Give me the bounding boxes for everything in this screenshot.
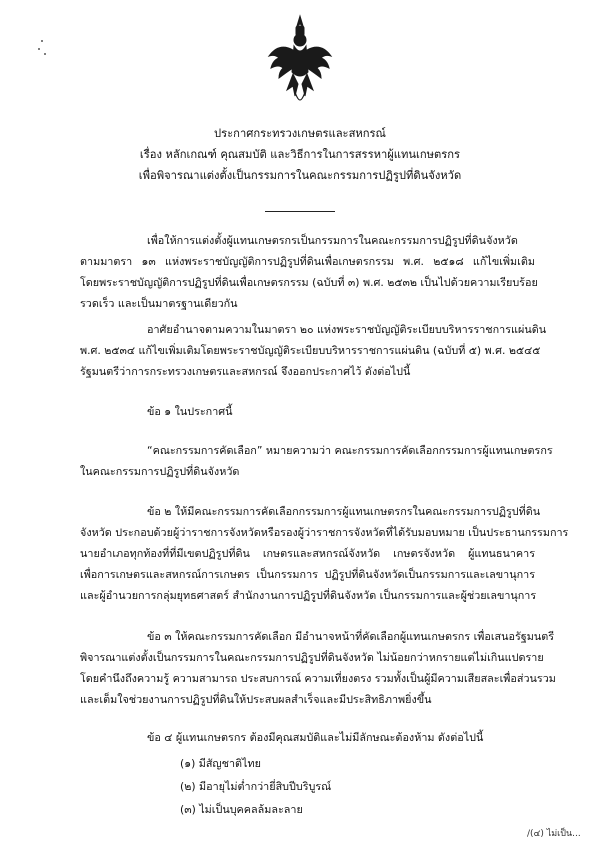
body-line: เพื่อการเกษตรและสหกรณ์การเกษตร เป็นกรรมการ ปฏิรูปที่ดินจังหวัดเป็นกรรมการและเลขานุการ (80, 568, 535, 581)
announcement-title: ประกาศกระทรวงเกษตรและสหกรณ์ (214, 127, 386, 140)
scan-speck (41, 40, 43, 42)
list-item: (๒) มีอายุไม่ต่ำกว่ายี่สิบปีบริบูรณ์ (180, 780, 332, 793)
body-line: ตามมาตรา ๑๓ แห่งพระราชบัญญัติการปฏิรูปที่ดินเพื่อเกษตรกรรม พ.ศ. ๒๕๑๘ แก้ไขเพิ่มเติม (80, 255, 535, 268)
body-line: ในคณะกรรมการปฏิรูปที่ดินจังหวัด (80, 465, 240, 478)
scan-speck (38, 48, 40, 50)
body-line: อาศัยอำนาจตามความในมาตรา ๒๐ แห่งพระราชบัญญัติระเบียบบริหารราชการแผ่นดิน (147, 323, 547, 336)
body-line: โดยคำนึงถึงความรู้ ความสามารถ ประสบการณ์ ความเที่ยงตรง รวมทั้งเป็นผู้มีความเสียสละเพื่อส่วนรวม (80, 672, 556, 685)
title-divider (265, 211, 335, 212)
announcement-subject-cont: เพื่อพิจารณาแต่งตั้งเป็นกรรมการในคณะกรรมการปฏิรูปที่ดินจังหวัด (138, 169, 462, 182)
clause-heading: ข้อ ๔ ผู้แทนเกษตรกร ต้องมีคุณสมบัติและไม่มีลักษณะต้องห้าม ดังต่อไปนี้ (147, 731, 484, 744)
clause-heading: ข้อ ๑ ในประกาศนี้ (147, 405, 233, 418)
body-line: รวดเร็ว และเป็นมาตรฐานเดียวกัน (80, 297, 238, 310)
announcement-subject: เรื่อง หลักเกณฑ์ คุณสมบัติ และวิธีการในการสรรหาผู้แทนเกษตรกร (139, 148, 461, 161)
body-line: จังหวัด ประกอบด้วยผู้ว่าราชการจังหวัดหรือรองผู้ว่าราชการจังหวัดที่ได้รับมอบหมาย เป็นประธานกรรมการ (80, 526, 569, 539)
body-line: และผู้อำนวยการกลุ่มยุทธศาสตร์ สำนักงานการปฏิรูปที่ดินจังหวัด เป็นกรรมการและผู้ช่วยเลขานุการ (80, 589, 537, 602)
body-line: เพื่อให้การแต่งตั้งผู้แทนเกษตรกรเป็นกรรมการในคณะกรรมการปฏิรูปที่ดินจังหวัด (147, 234, 518, 247)
body-line: ข้อ ๒ ให้มีคณะกรรมการคัดเลือกกรรมการผู้แทนเกษตรกรในคณะกรรมการปฏิรูปที่ดิน (147, 505, 541, 518)
page-continuation: /(๔) ไม่เป็น... (527, 829, 581, 839)
body-line: นายอำเภอทุกท้องที่ที่มีเขตปฏิรูปที่ดิน เกษตรและสหกรณ์จังหวัด เกษตรจังหวัด ผู้แทนธนาคาร (80, 547, 535, 560)
scan-speck (44, 53, 46, 55)
list-item: (๓) ไม่เป็นบุคคลล้มละลาย (180, 803, 303, 816)
body-line: รัฐมนตรีว่าการกระทรวงเกษตรและสหกรณ์ จึงออกประกาศไว้ ดังต่อไปนี้ (80, 365, 411, 378)
body-line: พิจารณาแต่งตั้งเป็นกรรมการในคณะกรรมการปฏิรูปที่ดินจังหวัด ไม่น้อยกว่าหกรายแต่ไม่เกินแปดราย (80, 651, 544, 664)
body-line: พ.ศ. ๒๕๓๔ แก้ไขเพิ่มเติมโดยพระราชบัญญัติระเบียบบริหารราชการแผ่นดิน (ฉบับที่ ๕) พ.ศ. ๒๕๔๕ (80, 344, 541, 357)
list-item: (๑) มีสัญชาติไทย (180, 757, 261, 770)
body-line: และเต็มใจช่วยงานการปฏิรูปที่ดินให้ประสบผลสำเร็จและมีประสิทธิภาพยิ่งขึ้น (80, 693, 432, 706)
body-line: “คณะกรรมการคัดเลือก” หมายความว่า คณะกรรมการคัดเลือกกรรมการผู้แทนเกษตรกร (147, 444, 553, 457)
garuda-emblem (265, 12, 335, 112)
body-line: โดยพระราชบัญญัติการปฏิรูปที่ดินเพื่อเกษตรกรรม (ฉบับที่ ๓) พ.ศ. ๒๕๓๒ เป็นไปด้วยความเรียบร้อย (80, 276, 538, 289)
body-line: ข้อ ๓ ให้คณะกรรมการคัดเลือก มีอำนาจหน้าที่คัดเลือกผู้แทนเกษตรกร เพื่อเสนอรัฐมนตรี (147, 630, 555, 643)
